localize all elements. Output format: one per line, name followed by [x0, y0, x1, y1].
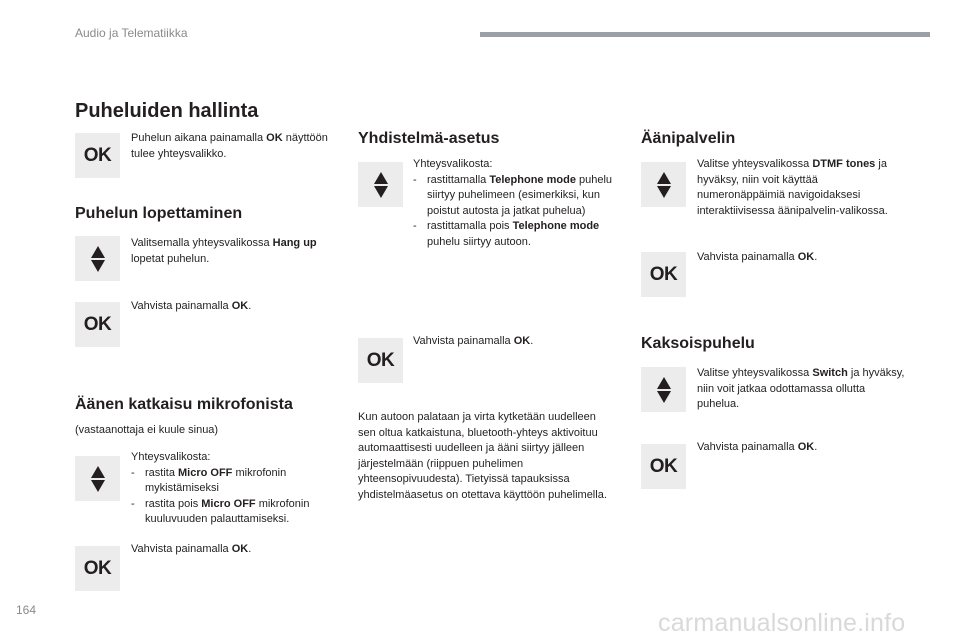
end-call-heading: Puhelun lopettaminen	[75, 205, 243, 222]
watermark: carmanualsonline.info	[658, 609, 906, 637]
item-bold: Micro OFF	[201, 497, 256, 510]
arrow-up-icon	[374, 172, 388, 184]
item-pre: rastittamalla	[427, 173, 490, 186]
confirm-bold: OK	[797, 251, 815, 263]
ok-button-icon	[641, 444, 686, 489]
item-pre: rastita pois	[145, 497, 202, 510]
confirm-bold: OK	[231, 543, 249, 555]
intro-text	[131, 131, 331, 162]
mute-note: (vastaanottaja ei kuule sinua)	[75, 424, 219, 436]
ok-button-icon	[75, 302, 120, 347]
intro-post: näyttöön tulee yhteysvalikko.	[131, 132, 328, 160]
double-bold: Switch	[812, 367, 848, 379]
item-post: mikrofonin mykistämiseksi	[145, 466, 287, 495]
confirm-pre: Vahvista painamalla	[697, 251, 798, 263]
double-post: ja hyväksy, niin voit jatkaa odottamassa ollutta puhelua.	[697, 367, 905, 411]
double-call-heading: Kaksoispuhelu	[641, 335, 755, 352]
confirm-pre: Vahvista painamalla	[697, 441, 798, 453]
intro-pre: Puhelun aikana painamalla	[131, 132, 267, 144]
confirm-bold: OK	[231, 300, 249, 312]
arrow-up-icon	[91, 246, 105, 258]
item-pre: rastittamalla pois	[427, 220, 513, 233]
end-call-post: lopetat puhelun.	[131, 252, 210, 265]
arrow-up-icon	[657, 377, 671, 389]
voice-heading: Äänipalvelin	[641, 130, 736, 147]
confirm-bold: OK	[797, 441, 815, 453]
voice-pre: Valitse yhteysvalikossa	[697, 158, 813, 170]
confirm-post: .	[814, 251, 818, 263]
intro-bold: OK	[266, 132, 283, 144]
arrows-icon	[75, 236, 120, 281]
arrows-icon	[75, 456, 120, 501]
arrow-down-icon	[657, 186, 671, 198]
arrow-down-icon	[91, 480, 105, 492]
arrow-up-icon	[91, 466, 105, 478]
confirm-post: .	[530, 335, 534, 347]
combo-note: Kun autoon palataan ja virta kytketään uudelleen sen oltua katkaistuna, bluetooth-yhteys aktivoituu automaattisesti uudelleen ja ääni siirtyy jälleen järjestelmään (riippuen puhelimen yhteensopivuudesta). Tietyissä tapauksissa yhdistelmäasetus on otettava käyttöön puhelimella.	[358, 411, 607, 501]
combo-heading: Yhdistelmä-asetus	[358, 130, 500, 147]
arrow-down-icon	[657, 391, 671, 403]
ok-button-icon	[75, 133, 120, 178]
double-pre: Valitse yhteysvalikossa	[697, 367, 813, 379]
double-call-text	[697, 366, 907, 413]
header-bar	[480, 32, 930, 37]
item-bold: Telephone mode	[489, 173, 576, 186]
item-bold: Micro OFF	[178, 466, 233, 479]
voice-bold: DTMF tones	[812, 158, 876, 170]
arrows-icon	[641, 367, 686, 412]
end-call-confirm	[131, 299, 331, 315]
list-item: - rastita Micro OFF mikrofonin mykistämiseksi	[131, 466, 287, 495]
mute-lead: Yhteysvalikosta:	[131, 451, 211, 463]
item-bold: Telephone mode	[512, 220, 600, 233]
item-pre: rastita	[145, 466, 179, 479]
mute-list	[131, 450, 326, 528]
double-call-confirm	[697, 440, 897, 456]
ok-label: OK	[649, 263, 678, 285]
mute-heading: Äänen katkaisu mikrofonista	[75, 396, 293, 413]
ok-label: OK	[649, 455, 678, 477]
confirm-post: .	[814, 441, 818, 453]
arrows-icon	[358, 162, 403, 207]
list-item: - rastittamalla Telephone mode puhelu siirtyy puhelimeen (esimerkiksi, kun poistut autosta ja jatkat puhelua)	[413, 173, 613, 217]
ok-label: OK	[366, 349, 395, 371]
arrows-icon	[641, 162, 686, 207]
ok-button-icon	[641, 252, 686, 297]
ok-button-icon	[75, 546, 120, 591]
confirm-pre: Vahvista painamalla	[413, 335, 514, 347]
voice-post: ja hyväksy, niin voit käyttää numeronäppäimiä navigoidaksesi interaktiivisessa äänipalvelin-valikossa.	[697, 158, 888, 217]
confirm-pre: Vahvista painamalla	[131, 543, 232, 555]
page-title: Puheluiden hallinta	[75, 100, 259, 122]
list-item: - rastittamalla pois Telephone mode puhelu siirtyy autoon.	[413, 220, 600, 248]
arrow-down-icon	[91, 260, 105, 272]
combo-confirm	[413, 334, 613, 350]
ok-label: OK	[83, 557, 112, 579]
arrow-down-icon	[374, 186, 388, 198]
combo-lead: Yhteysvalikosta:	[413, 158, 493, 170]
voice-confirm	[697, 250, 897, 266]
combo-list	[413, 157, 618, 251]
item-post: mikrofonin kuuluvuuden palauttamiseksi.	[145, 497, 310, 526]
end-call-text	[131, 236, 331, 267]
ok-label: OK	[83, 144, 112, 166]
section-title: Audio ja Telematiikka	[75, 26, 188, 40]
confirm-pre: Vahvista painamalla	[131, 300, 232, 312]
confirm-bold: OK	[513, 335, 531, 347]
ok-label: OK	[83, 313, 112, 335]
page-number: 164	[16, 603, 37, 617]
mute-confirm	[131, 542, 331, 558]
confirm-post: .	[248, 543, 252, 555]
voice-text	[697, 157, 897, 219]
end-call-bold: Hang up	[272, 237, 317, 249]
arrow-up-icon	[657, 172, 671, 184]
item-post: puhelu siirtyy autoon.	[427, 235, 531, 248]
ok-button-icon	[358, 338, 403, 383]
end-call-pre: Valitsemalla yhteysvalikossa	[131, 237, 273, 249]
confirm-post: .	[248, 300, 252, 312]
list-item: - rastita pois Micro OFF mikrofonin kuuluvuuden palauttamiseksi.	[131, 497, 310, 526]
item-post: puhelu siirtyy puhelimeen (esimerkiksi, kun poistut autosta ja jatkat puhelua)	[427, 173, 613, 217]
